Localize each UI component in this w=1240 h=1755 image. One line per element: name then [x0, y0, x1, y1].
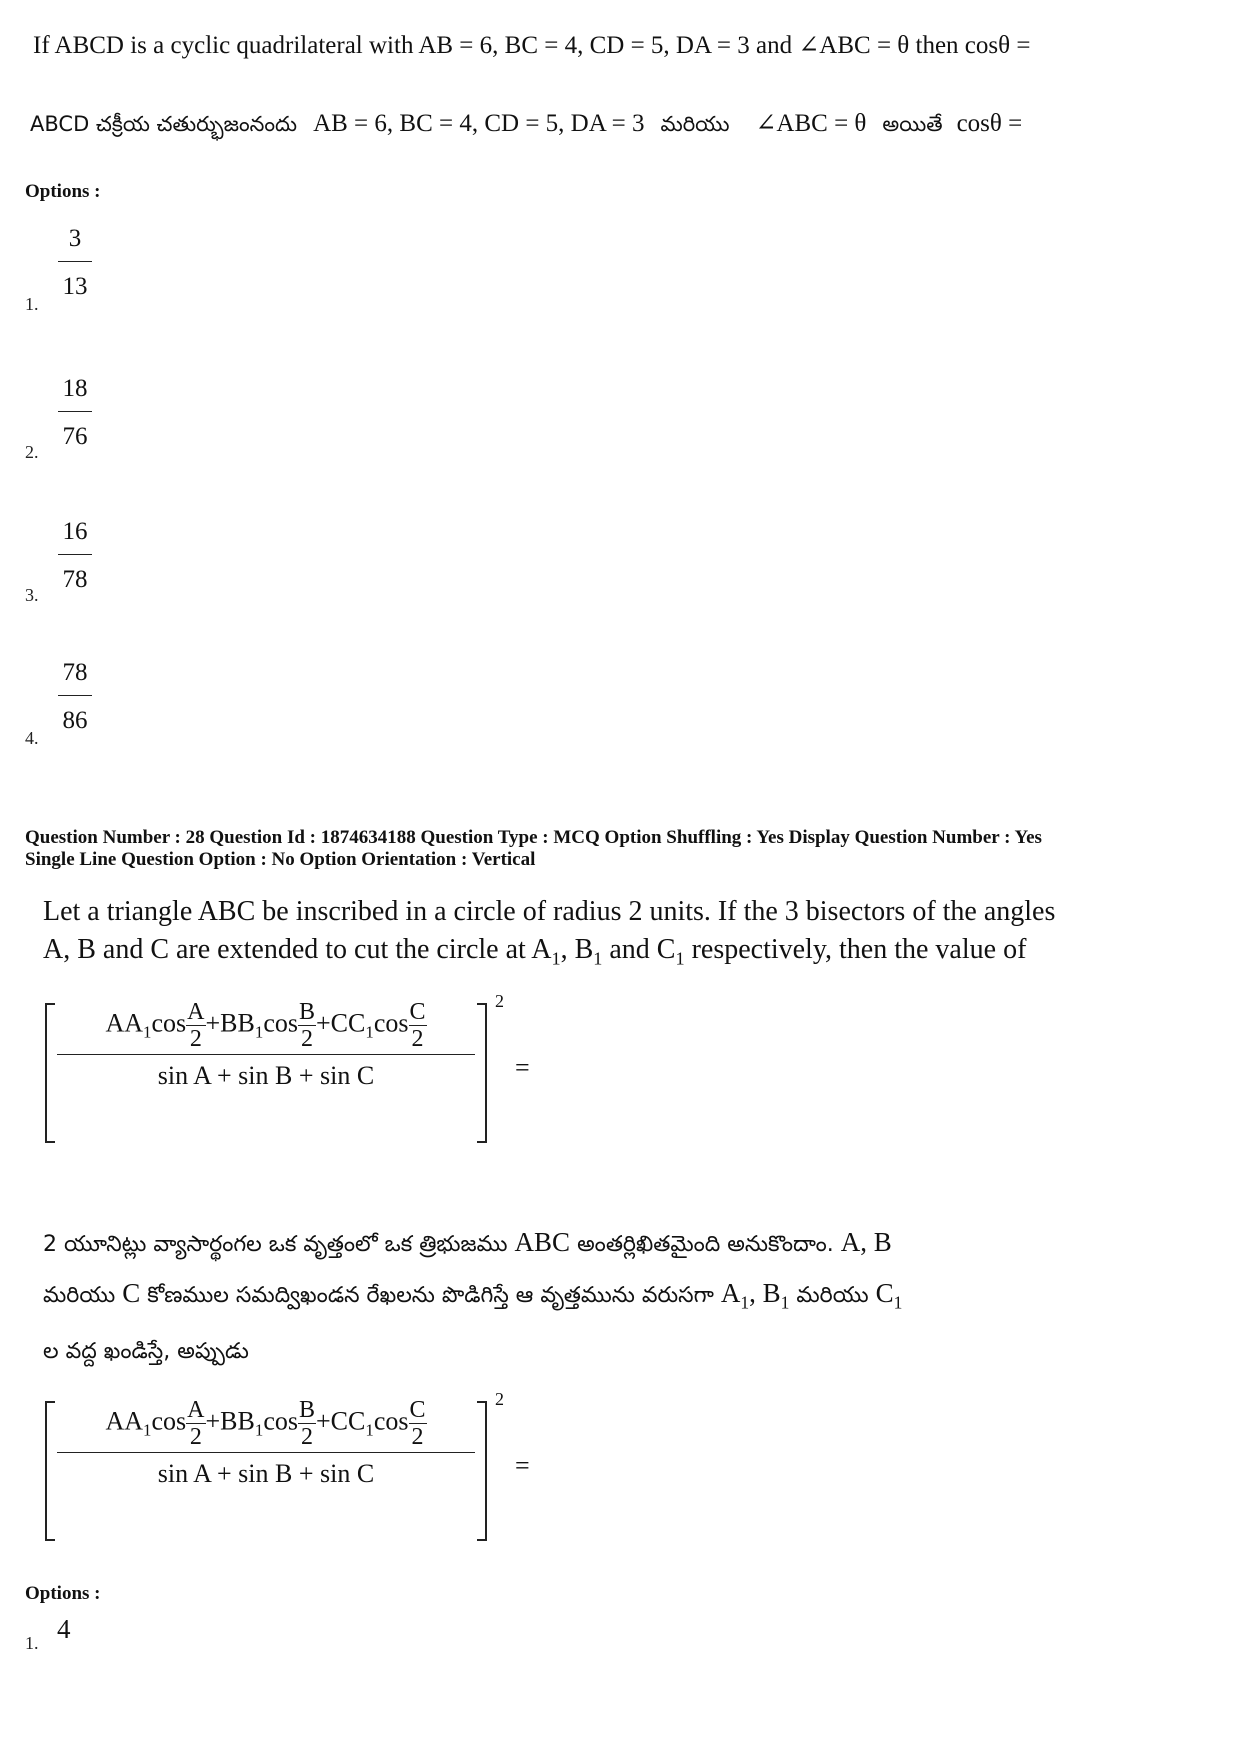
expression-telugu [45, 1389, 530, 1543]
prev-option-3-denominator: 78 [62, 566, 88, 593]
option-1-value[interactable]: 4 [57, 1614, 71, 1644]
prev-option-2-denominator: 76 [62, 423, 88, 450]
power: 2 [495, 991, 504, 1011]
prev-question-telugu [30, 108, 1022, 142]
prev-question-english: If ABCD is a cyclic quadrilateral with AB = 6, BC = 4, CD = 5, DA = 3 and ∠ABC = θ then cosθ = [33, 32, 1031, 59]
question-meta [25, 827, 1042, 871]
prev-option-1-numerator: 3 [68, 225, 82, 252]
power: 2 [495, 1389, 504, 1409]
question-english [43, 893, 1055, 978]
telugu-cos: cosθ = [956, 110, 1023, 137]
prev-option-4-denominator: 86 [62, 707, 88, 734]
question-meta-line-2: Single Line Question Option : No Option Orientation : Vertical [25, 849, 536, 870]
fraction-bar [58, 554, 92, 555]
equals-sign: = [515, 1053, 530, 1082]
main-numerator: $AA_1\cos$ $\frac{A}{2}$ $+BB_1\cos$ $\frac{B}{2}$ $+CC_1\cos$ $\frac{C}{2}$ [57, 1397, 475, 1453]
left-bracket [45, 1401, 55, 1541]
fraction-bar [58, 411, 92, 412]
fraction-bar [58, 261, 92, 262]
expression-english [45, 991, 530, 1145]
prev-option-1-denominator: 13 [62, 273, 88, 300]
telugu-then: అయితే [882, 112, 943, 136]
prev-option-1-fraction[interactable] [58, 226, 92, 299]
option-1-number[interactable]: 1. [25, 1633, 39, 1653]
telugu-side-lengths: AB = 6, BC = 4, CD = 5, DA = 3 [313, 110, 645, 137]
equals-sign: = [515, 1451, 530, 1480]
telugu-and: మరియు [660, 112, 730, 136]
question-telugu-line-2: మరియు C కోణముల సమద్విఖండన రేఖలను పొడిగిస్తే ఆ వృత్తమును వరుసగా $A_1$, $B_1$ మరియు $C_1$ [43, 1278, 903, 1313]
prev-option-3-number[interactable]: 3. [25, 585, 39, 605]
question-english-line-2: A, B and C are extended to cut the circle at $A_1$, $B_1$ and $C_1$ respectively, then the value of [43, 934, 1027, 969]
main-denominator: sin A + sin B + sin C [157, 1061, 375, 1090]
prev-option-4-number[interactable]: 4. [25, 728, 39, 748]
right-bracket [477, 1401, 487, 1541]
main-fraction [57, 999, 475, 1091]
question-english-line-1: Let a triangle ABC be inscribed in a circle of radius 2 units. If the 3 bisectors of the angles [43, 896, 1056, 927]
options-label: Options : [25, 1583, 101, 1604]
prev-options-label: Options : [25, 181, 101, 202]
prev-option-2-fraction[interactable] [58, 376, 92, 449]
main-numerator: $AA_1\cos$ $\frac{A}{2}$ $+BB_1\cos$ $\frac{B}{2}$ $+CC_1\cos$ $\frac{C}{2}$ [57, 999, 475, 1055]
question-telugu-line-1: 2 యూనిట్లు వ్యాసార్థంగల ఒక వృత్తంలో ఒక త్రిభుజము ABC అంతర్లిఖితమైంది అనుకొందాం. A, B [43, 1227, 892, 1257]
prev-option-2-number[interactable]: 2. [25, 442, 39, 462]
fraction-bar [58, 695, 92, 696]
prev-option-2-numerator: 18 [62, 375, 88, 402]
left-bracket [45, 1003, 55, 1143]
question-telugu-line-3: ల వద్ద ఖండిస్తే, అప్పుడు [43, 1339, 249, 1365]
prev-option-3-numerator: 16 [62, 518, 88, 545]
prev-option-3-fraction[interactable] [58, 519, 92, 592]
question-meta-line-1: Question Number : 28 Question Id : 1874634188 Question Type : MCQ Option Shuffling : Yes Display Question Number : Yes [25, 827, 1042, 848]
telugu-abcd-prefix: ABCD చక్రీయ చతుర్భుజంనందు [30, 112, 298, 136]
telugu-angle: ∠ABC = θ [755, 110, 867, 137]
right-bracket [477, 1003, 487, 1143]
prev-option-4-fraction[interactable] [58, 660, 92, 733]
question-telugu [43, 1218, 902, 1376]
main-fraction [57, 1397, 475, 1489]
prev-option-1-number[interactable]: 1. [25, 294, 39, 314]
main-denominator: sin A + sin B + sin C [157, 1459, 375, 1488]
prev-option-4-numerator: 78 [62, 659, 88, 686]
